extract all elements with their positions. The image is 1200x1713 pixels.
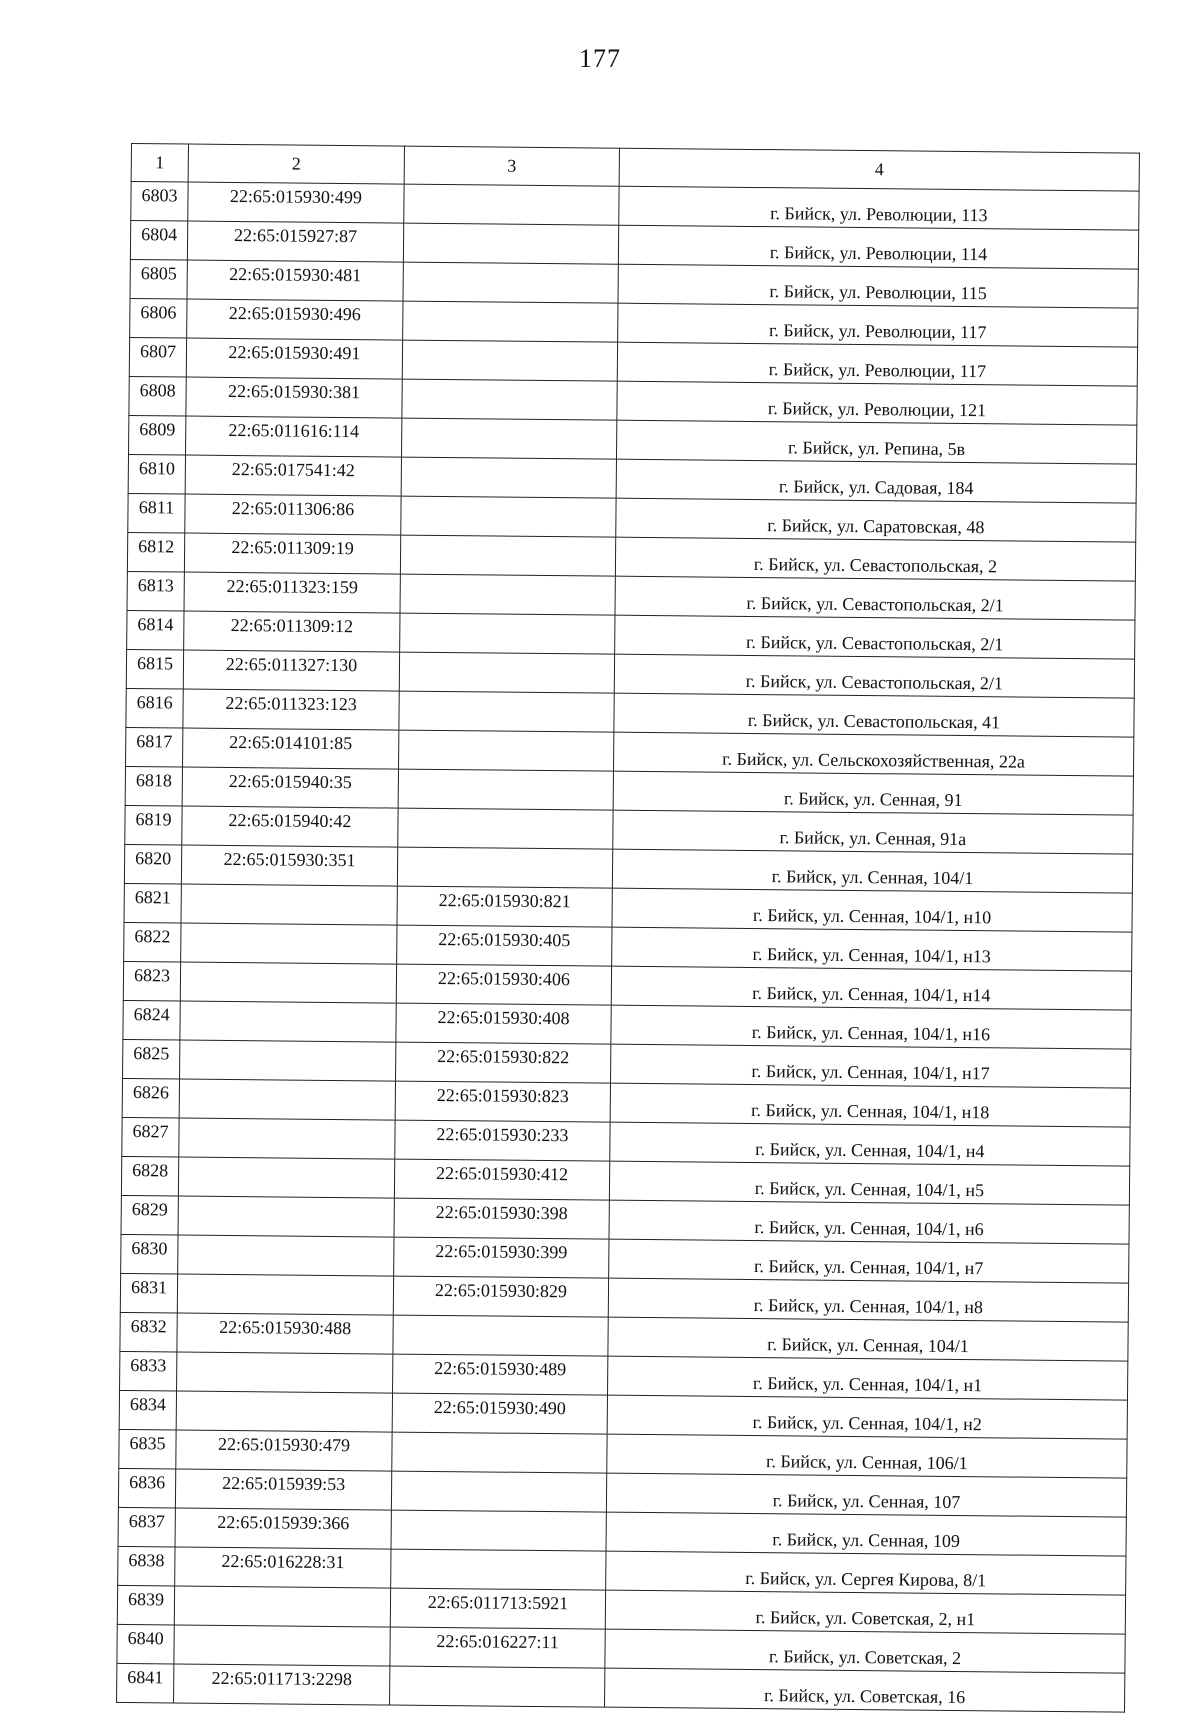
cadastral-number-building	[177, 1274, 393, 1315]
row-number: 6817	[126, 727, 183, 767]
cadastral-number-premises	[392, 1432, 607, 1473]
row-number: 6804	[130, 221, 187, 261]
row-number: 6840	[117, 1624, 174, 1664]
address: г. Бийск, ул. Революции, 113	[619, 186, 1139, 230]
address: г. Бийск, ул. Сенная, 104/1, н5	[609, 1161, 1129, 1205]
registry-table	[116, 143, 1140, 1713]
column-header-2: 2	[188, 144, 404, 184]
cadastral-number-building	[181, 884, 397, 925]
cadastral-number-premises: 22:65:011713:5921	[390, 1588, 605, 1629]
address: г. Бийск, ул. Советская, 16	[605, 1668, 1125, 1712]
cadastral-number-building: 22:65:015930:481	[187, 260, 403, 301]
cadastral-number-premises	[401, 418, 616, 459]
row-number: 6820	[124, 844, 181, 884]
row-number: 6839	[117, 1585, 174, 1625]
address: г. Бийск, ул. Садовая, 184	[616, 459, 1136, 503]
address: г. Бийск, ул. Сергея Кирова, 8/1	[606, 1551, 1126, 1595]
cadastral-number-premises	[400, 613, 615, 654]
cadastral-number-building: 22:65:015939:53	[175, 1469, 391, 1510]
cadastral-number-premises: 22:65:016227:11	[390, 1627, 605, 1668]
address: г. Бийск, ул. Сенная, 104/1, н7	[609, 1239, 1129, 1283]
cadastral-number-premises: 22:65:015930:406	[396, 964, 611, 1005]
row-number: 6833	[120, 1351, 177, 1391]
address: г. Бийск, ул. Революции, 115	[618, 264, 1138, 308]
row-number: 6829	[121, 1195, 178, 1235]
address: г. Бийск, ул. Сенная, 104/1, н18	[610, 1083, 1130, 1127]
cadastral-number-premises	[402, 379, 617, 420]
cadastral-number-premises: 22:65:015930:490	[392, 1393, 607, 1434]
row-number: 6805	[130, 259, 187, 299]
cadastral-number-premises	[398, 808, 613, 849]
row-number: 6810	[128, 454, 185, 494]
column-header-3: 3	[404, 146, 619, 186]
row-number: 6813	[127, 571, 184, 611]
row-number: 6824	[123, 1000, 180, 1040]
address: г. Бийск, ул. Репина, 5в	[616, 420, 1136, 464]
cadastral-number-premises: 22:65:015930:408	[396, 1003, 611, 1044]
cadastral-number-building: 22:65:014101:85	[183, 728, 399, 769]
cadastral-number-building	[178, 1157, 394, 1198]
row-number: 6823	[123, 961, 180, 1001]
address: г. Бийск, ул. Сенная, 104/1, н8	[608, 1278, 1128, 1322]
row-number: 6822	[124, 922, 181, 962]
address: г. Бийск, ул. Сенная, 104/1, н17	[610, 1044, 1130, 1088]
row-number: 6830	[121, 1234, 178, 1274]
address: г. Бийск, ул. Севастопольская, 2/1	[615, 576, 1135, 620]
cadastral-number-building	[179, 1118, 395, 1159]
row-number: 6828	[121, 1156, 178, 1196]
cadastral-number-building: 22:65:011616:114	[186, 416, 402, 457]
address: г. Бийск, ул. Севастопольская, 41	[614, 693, 1134, 737]
cadastral-number-building: 22:65:015930:479	[176, 1430, 392, 1471]
cadastral-number-building	[176, 1391, 392, 1432]
row-number: 6838	[118, 1546, 175, 1586]
cadastral-number-building	[181, 923, 397, 964]
cadastral-number-building: 22:65:015940:35	[182, 767, 398, 808]
address: г. Бийск, ул. Сенная, 91а	[613, 810, 1133, 854]
cadastral-number-premises	[397, 847, 612, 888]
address: г. Бийск, ул. Сенная, 106/1	[607, 1434, 1127, 1478]
cadastral-number-building	[180, 1040, 396, 1081]
column-header-4: 4	[619, 148, 1139, 191]
row-number: 6808	[129, 376, 186, 416]
cadastral-number-building	[180, 962, 396, 1003]
address: г. Бийск, ул. Советская, 2, н1	[605, 1590, 1125, 1634]
row-number: 6811	[128, 493, 185, 533]
row-number: 6816	[126, 688, 183, 728]
cadastral-number-building: 22:65:015930:351	[181, 845, 397, 886]
cadastral-number-premises	[400, 574, 615, 615]
cadastral-number-premises: 22:65:015930:821	[397, 886, 612, 927]
row-number: 6827	[122, 1117, 179, 1157]
address: г. Бийск, ул. Сенная, 104/1, н10	[612, 888, 1132, 932]
cadastral-number-premises: 22:65:015930:829	[393, 1276, 608, 1317]
address: г. Бийск, ул. Сенная, 104/1, н14	[611, 966, 1131, 1010]
cadastral-number-building	[180, 1001, 396, 1042]
address: г. Бийск, ул. Революции, 121	[617, 381, 1137, 425]
cadastral-number-premises	[401, 457, 616, 498]
cadastral-number-building	[178, 1196, 394, 1237]
cadastral-number-building: 22:65:011713:2298	[174, 1664, 390, 1705]
address: г. Бийск, ул. Сенная, 104/1, н1	[608, 1356, 1128, 1400]
cadastral-number-premises	[398, 769, 613, 810]
cadastral-number-premises	[390, 1666, 605, 1707]
row-number: 6837	[118, 1507, 175, 1547]
address: г. Бийск, ул. Сенная, 104/1, н13	[612, 927, 1132, 971]
cadastral-number-building: 22:65:015939:366	[175, 1508, 391, 1549]
address: г. Бийск, ул. Сенная, 109	[606, 1512, 1126, 1556]
cadastral-number-premises: 22:65:015930:489	[393, 1354, 608, 1395]
cadastral-number-building: 22:65:015930:381	[186, 377, 402, 418]
address: г. Бийск, ул. Севастопольская, 2/1	[614, 654, 1134, 698]
cadastral-number-premises: 22:65:015930:405	[397, 925, 612, 966]
row-number: 6815	[126, 649, 183, 689]
cadastral-number-building: 22:65:011323:123	[183, 689, 399, 730]
cadastral-number-premises	[401, 496, 616, 537]
row-number: 6831	[120, 1273, 177, 1313]
row-number: 6841	[117, 1663, 174, 1703]
column-header-1: 1	[131, 144, 188, 183]
cadastral-number-building	[174, 1586, 390, 1627]
address: г. Бийск, ул. Сенная, 104/1, н6	[609, 1200, 1129, 1244]
address: г. Бийск, ул. Революции, 114	[618, 225, 1138, 269]
address: г. Бийск, ул. Севастопольская, 2/1	[615, 615, 1135, 659]
cadastral-number-building: 22:65:011309:19	[184, 533, 400, 574]
row-number: 6803	[131, 182, 188, 222]
address: г. Бийск, ул. Сенная, 104/1, н2	[607, 1395, 1127, 1439]
cadastral-number-premises	[393, 1315, 608, 1356]
cadastral-number-premises: 22:65:015930:233	[395, 1120, 610, 1161]
row-number: 6821	[124, 883, 181, 923]
cadastral-number-premises	[403, 301, 618, 342]
cadastral-number-premises	[399, 730, 614, 771]
cadastral-number-premises	[403, 223, 618, 264]
row-number: 6818	[125, 766, 182, 806]
table-row	[117, 1663, 1125, 1712]
cadastral-number-building: 22:65:015940:42	[182, 806, 398, 847]
address: г. Бийск, ул. Севастопольская, 2	[615, 537, 1135, 581]
cadastral-number-building: 22:65:015930:496	[187, 299, 403, 340]
row-number: 6834	[119, 1390, 176, 1430]
cadastral-number-premises: 22:65:015930:399	[394, 1237, 609, 1278]
cadastral-number-premises	[391, 1549, 606, 1590]
cadastral-number-building: 22:65:011323:159	[184, 572, 400, 613]
cadastral-number-building	[174, 1625, 390, 1666]
cadastral-number-building	[179, 1079, 395, 1120]
address: г. Бийск, ул. Советская, 2	[605, 1629, 1125, 1673]
cadastral-number-premises	[391, 1471, 606, 1512]
cadastral-number-building: 22:65:011327:130	[183, 650, 399, 691]
page-number: 177	[579, 44, 621, 73]
row-number: 6812	[127, 532, 184, 572]
cadastral-number-building: 22:65:015930:499	[188, 182, 404, 223]
address: г. Бийск, ул. Сенная, 104/1	[612, 849, 1132, 893]
row-number: 6809	[129, 415, 186, 455]
row-number: 6819	[125, 805, 182, 845]
row-number: 6826	[122, 1078, 179, 1118]
row-number: 6814	[127, 610, 184, 650]
address: г. Бийск, ул. Сенная, 104/1, н4	[610, 1122, 1130, 1166]
table-body	[117, 182, 1140, 1713]
cadastral-number-premises	[403, 262, 618, 303]
cadastral-number-building: 22:65:017541:42	[185, 455, 401, 496]
row-number: 6836	[118, 1468, 175, 1508]
cadastral-number-premises	[391, 1510, 606, 1551]
address: г. Бийск, ул. Революции, 117	[617, 342, 1137, 386]
row-number: 6825	[123, 1039, 180, 1079]
row-number: 6807	[129, 337, 186, 377]
cadastral-number-premises: 22:65:015930:412	[394, 1159, 609, 1200]
cadastral-number-building	[178, 1235, 394, 1276]
address: г. Бийск, ул. Сенная, 104/1	[608, 1317, 1128, 1361]
address: г. Бийск, ул. Сельскохозяйственная, 22а	[613, 732, 1133, 776]
cadastral-number-premises	[402, 340, 617, 381]
cadastral-number-premises	[404, 184, 619, 225]
address: г. Бийск, ул. Сенная, 104/1, н16	[611, 1005, 1131, 1049]
cadastral-number-premises	[400, 535, 615, 576]
cadastral-number-building: 22:65:015930:491	[186, 338, 402, 379]
row-number: 6832	[120, 1312, 177, 1352]
cadastral-number-building: 22:65:015930:488	[177, 1313, 393, 1354]
row-number: 6806	[130, 298, 187, 338]
cadastral-number-building	[177, 1352, 393, 1393]
cadastral-number-premises	[399, 691, 614, 732]
cadastral-number-building: 22:65:016228:31	[175, 1547, 391, 1588]
address: г. Бийск, ул. Сенная, 91	[613, 771, 1133, 815]
cadastral-number-premises: 22:65:015930:822	[396, 1042, 611, 1083]
cadastral-number-premises	[399, 652, 614, 693]
cadastral-number-building: 22:65:015927:87	[187, 221, 403, 262]
address: г. Бийск, ул. Сенная, 107	[606, 1473, 1126, 1517]
address: г. Бийск, ул. Революции, 117	[618, 303, 1138, 347]
cadastral-number-premises: 22:65:015930:823	[395, 1081, 610, 1122]
cadastral-number-premises: 22:65:015930:398	[394, 1198, 609, 1239]
cadastral-number-building: 22:65:011306:86	[185, 494, 401, 535]
cadastral-number-building: 22:65:011309:12	[184, 611, 400, 652]
address: г. Бийск, ул. Саратовская, 48	[616, 498, 1136, 542]
row-number: 6835	[119, 1429, 176, 1469]
